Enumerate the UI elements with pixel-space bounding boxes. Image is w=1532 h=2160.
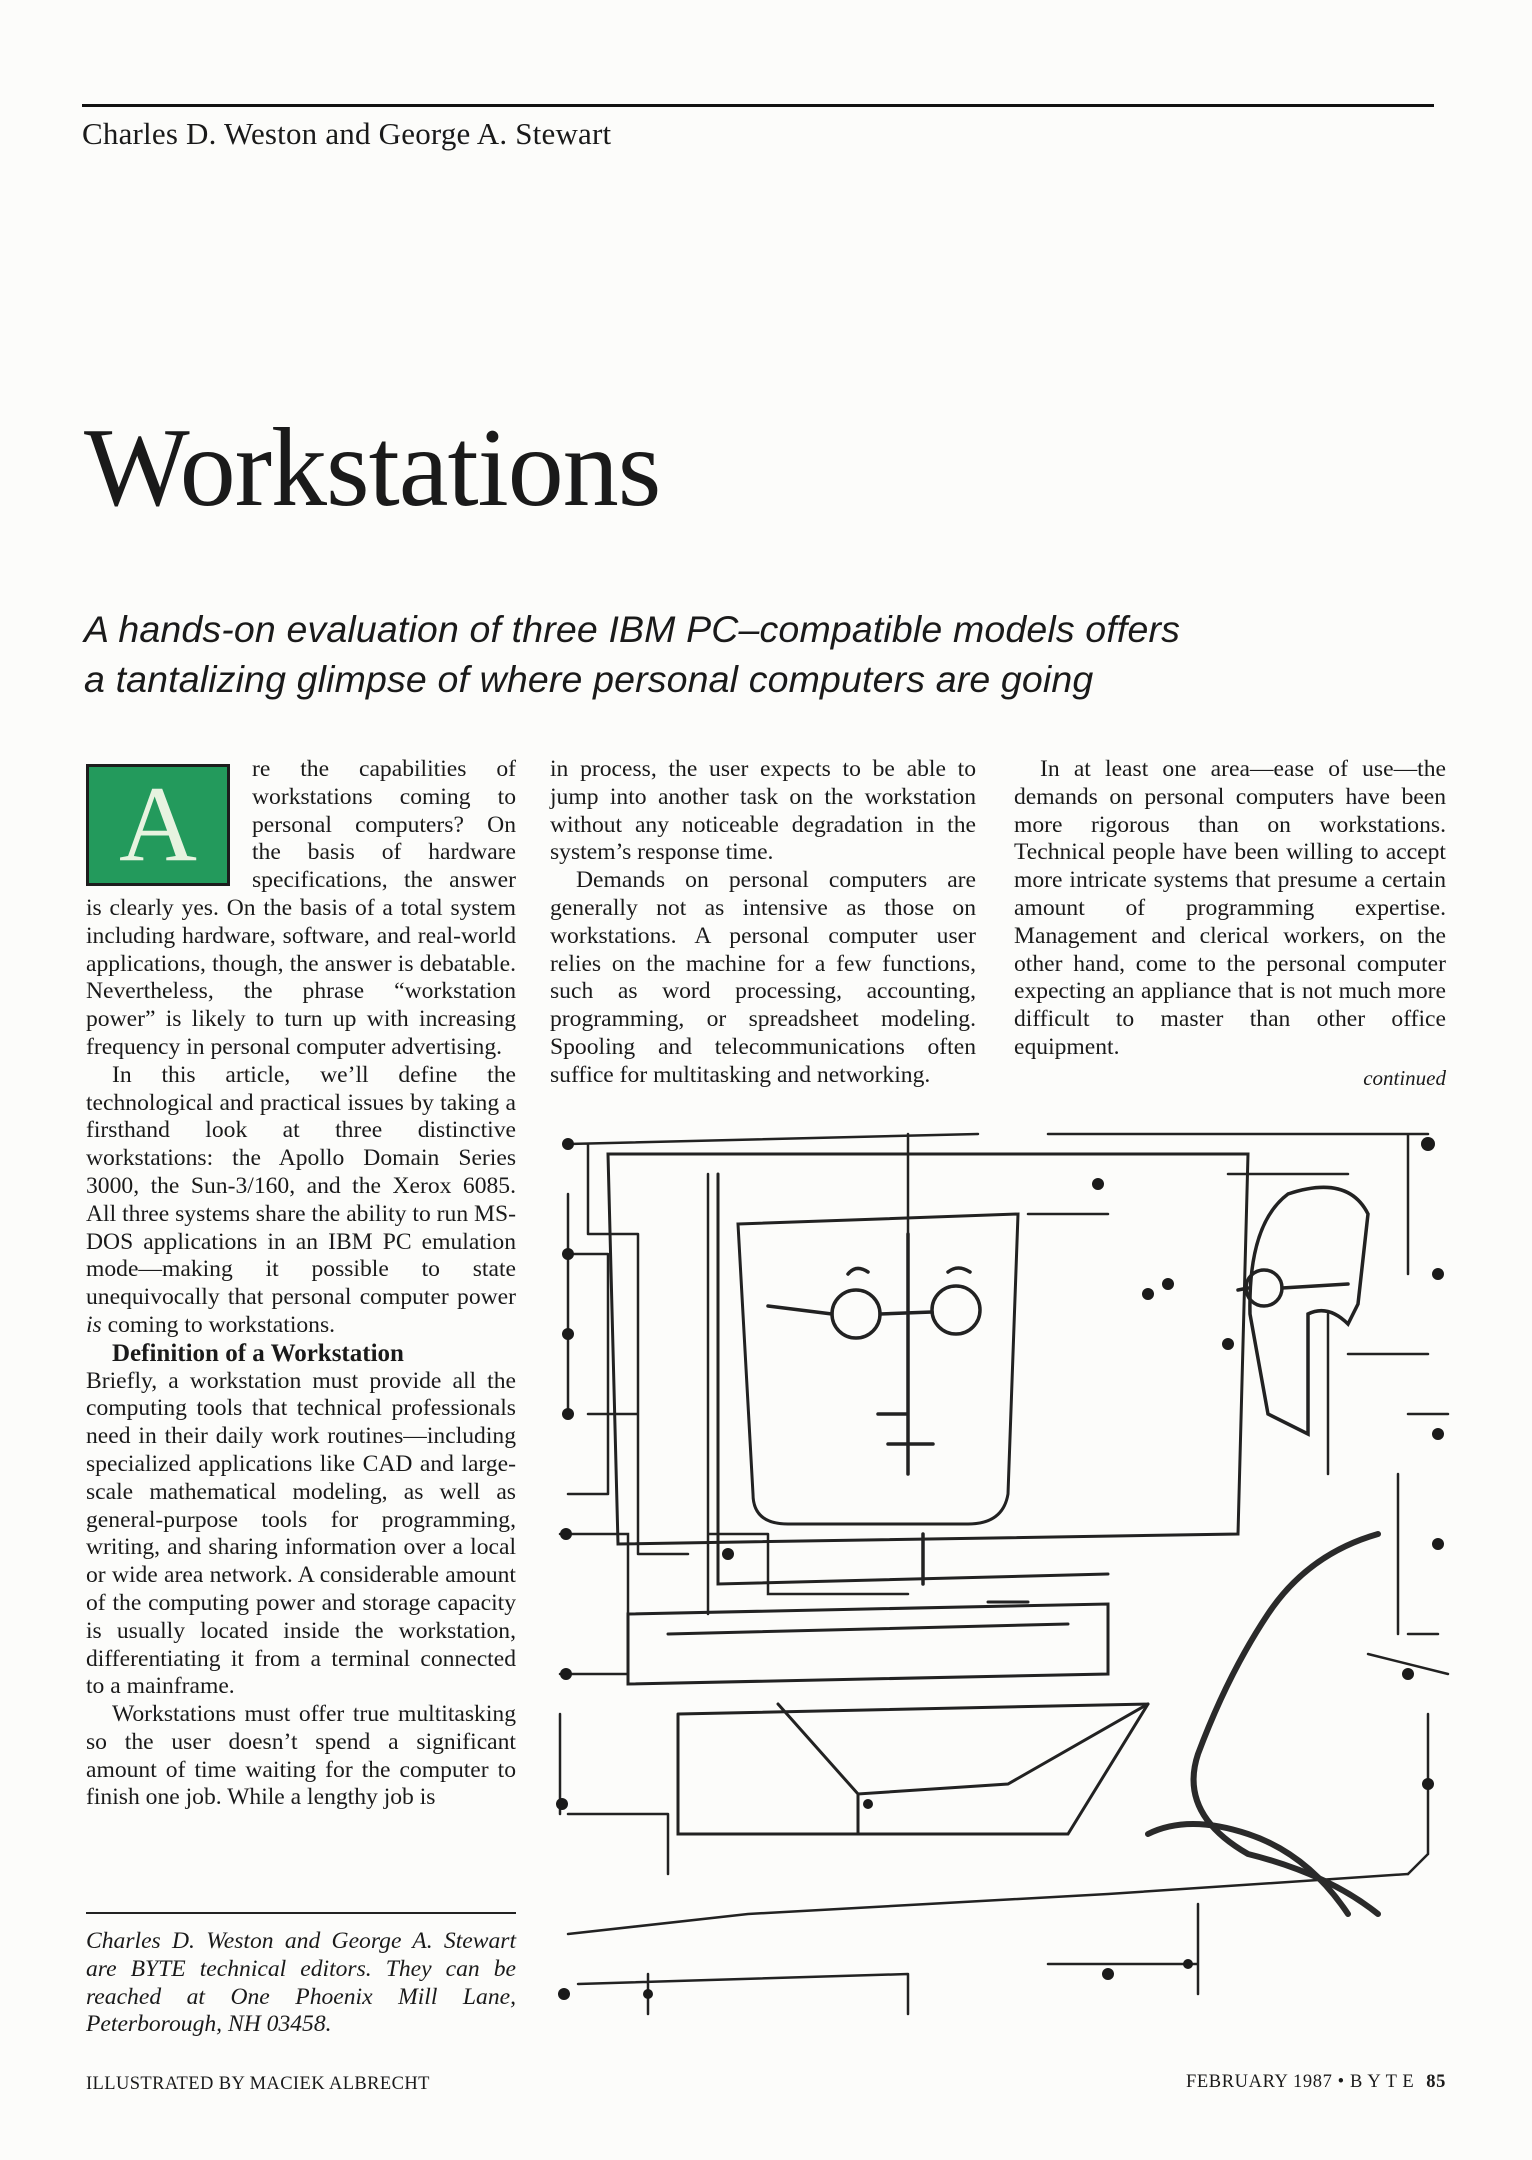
- deck-line-2: a tantalizing glimpse of where personal computers are going: [84, 658, 1094, 700]
- page-number: 85: [1426, 2072, 1446, 2092]
- circuit-lines: [560, 1134, 1448, 2014]
- person-body: [1148, 1534, 1378, 1914]
- paragraph-2: [86, 1062, 516, 1340]
- drop-cap-letter: A: [119, 765, 197, 884]
- author-bio: Charles D. Weston and George A. Stewart are BYTE technical editors. They can be reached at One Phoenix Mill Lane, Peterborough, NH 03458.: [86, 1928, 516, 2038]
- paragraph-1: re the capabilities of workstations coming to personal computers? On the basis of hardware specifications, the answer is clearly yes. On the basis of a total system including hardware, software, and real-world applications, though, the answer is debatable. Nevertheless, the phrase “workstation power” is likely to turn up with increasing frequency in personal computer advertising.: [86, 756, 516, 1060]
- computer-base: [628, 1602, 1148, 1834]
- paragraph-6: In at least one area—ease of use—the demands on personal computers have been more rigorous than on workstations. Technical people have been willing to accept more intricate systems that presume a certain amount of programming expertise. Management and clerical workers, on the other hand, come to the personal computer expecting an appliance that is not much more difficult to master than other office equipment.: [1014, 756, 1446, 1060]
- workstation-illustration: [548, 1114, 1450, 2038]
- illustration-credit: ILLUSTRATED BY MACIEK ALBRECHT: [86, 2074, 430, 2094]
- column-2: [550, 756, 976, 1090]
- paragraph-5: Demands on personal computers are generally not as intensive as those on workstations. A personal computer user relies on the machine for a few functions, such as word processing, accounting, programming, or spreadsheet modeling. Spooling and telecommunications often suffice for multitasking and networking.: [550, 867, 976, 1088]
- byline: Charles D. Weston and George A. Stewart: [82, 116, 612, 151]
- monitor-screen: [608, 1154, 1248, 1584]
- paragraph-3: Briefly, a workstation must provide all the computing tools that technical professionals need in their daily work routines—including specialized applications like CAD and large-scale mathematical modeling, as well as general-purpose tools for programming, writing, and sharing information over a local or wide area network. A considerable amount of the computing power and storage capacity is usually located inside the workstation, differentiating it from a terminal connected to a mainframe.: [86, 1367, 516, 1700]
- article-title: Workstations: [84, 406, 661, 530]
- section-subhead: Definition of a Workstation: [112, 1339, 404, 1367]
- paragraph-4-start: [86, 1701, 516, 1812]
- paragraph-4-text: Workstations must offer true multitasking so the user doesn’t spend a significant amount of time waiting for the computer to finish one job. While a lengthy job is: [86, 1701, 516, 1811]
- header-rule: [82, 104, 1434, 107]
- page-footer: [1130, 2072, 1446, 2093]
- paragraph-4-continued: in process, the user expects to be able to jump into another task on the workstation without any noticeable degradation in the system’s response time.: [550, 756, 976, 866]
- issue-label: FEBRUARY 1987 • B Y T E: [1186, 2072, 1415, 2092]
- drop-cap: [86, 764, 230, 886]
- paragraph-2-text: In this article, we’ll define the technological and practical issues by taking a firsthand look at three distinctive workstations: the Apollo Domain Series 3000, the Sun-3/160, and the Xerox 6085. All three systems share the ability to run MS-DOS applications in an IBM PC emulation mode—making it possible to state unequivocally that personal computer power: [86, 1061, 516, 1311]
- monitor-face: [768, 1234, 980, 1584]
- paragraph-2-emphasis: is: [86, 1311, 102, 1338]
- article-deck: [84, 604, 1464, 704]
- paragraph-2-tail: coming to workstations.: [107, 1311, 336, 1338]
- column-3: [1014, 756, 1446, 1062]
- bio-rule: [86, 1912, 516, 1914]
- deck-line-1: A hands-on evaluation of three IBM PC–compatible models offers: [84, 608, 1180, 650]
- column-1: [86, 756, 516, 1812]
- person-head: [1238, 1187, 1368, 1434]
- continued-label: continued: [1363, 1066, 1446, 1090]
